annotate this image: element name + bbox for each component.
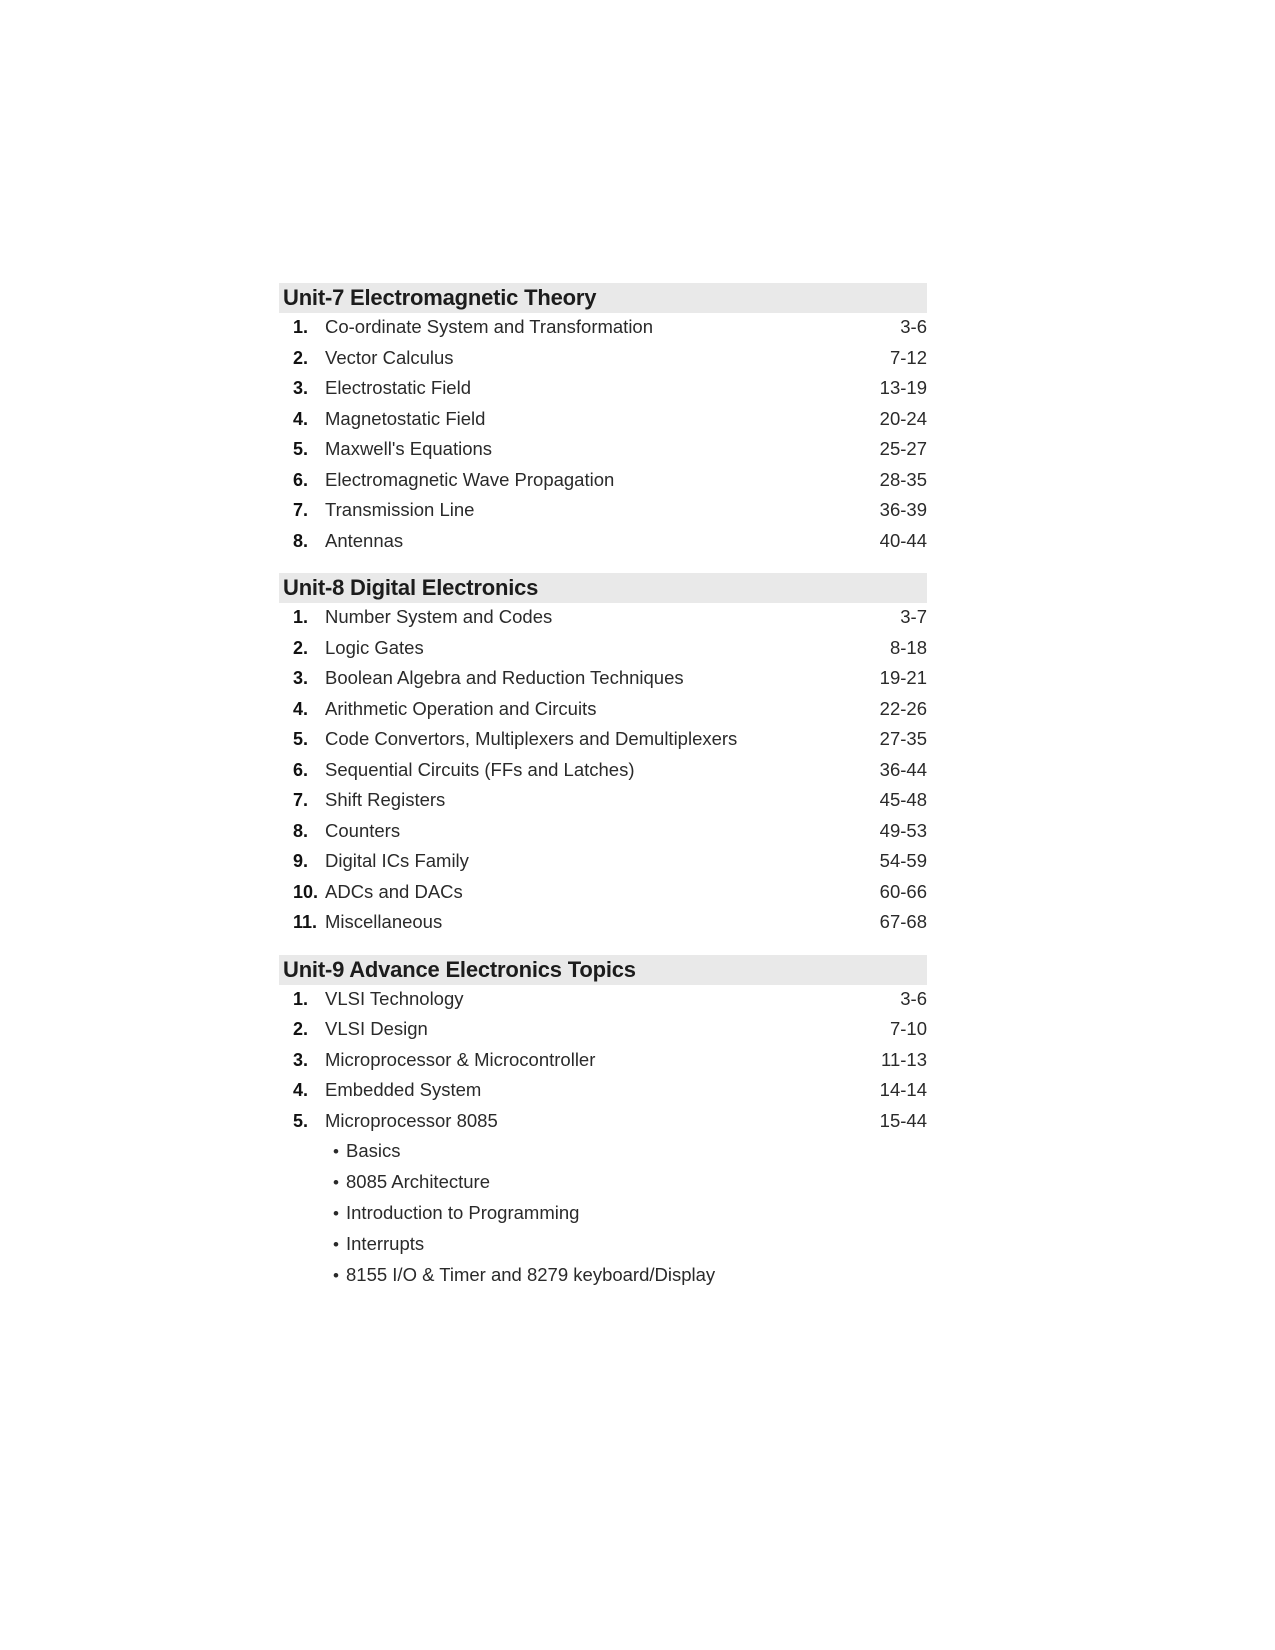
toc-entry[interactable] — [279, 789, 927, 820]
toc-subitem — [279, 1202, 927, 1233]
toc-entry-pages: 19-21 — [879, 667, 927, 688]
toc-entry-pages: 11-13 — [881, 1048, 927, 1070]
unit-heading: Unit-8 Digital Electronics — [279, 573, 927, 603]
toc-entry-title: Shift Registers — [325, 789, 446, 810]
toc-subitem-label: 8155 I/O & Timer and 8279 keyboard/Display — [346, 1264, 716, 1285]
toc-entry-pages: 45-48 — [879, 789, 927, 810]
toc-entry-number: 2. — [293, 347, 309, 368]
toc-entry[interactable] — [279, 1079, 927, 1110]
toc-entry[interactable] — [279, 499, 927, 530]
toc-entry[interactable] — [279, 438, 927, 469]
toc-entry-title: Embedded System — [325, 1079, 482, 1100]
toc-entry[interactable] — [279, 881, 927, 912]
toc-entry-number: 4. — [293, 1080, 309, 1100]
toc-entry-number: 6. — [293, 469, 309, 490]
toc-entry-number: 1. — [293, 607, 309, 627]
bullet-icon: • — [333, 1173, 339, 1192]
toc-entry-pages: 49-53 — [879, 819, 927, 841]
bullet-icon: • — [333, 1204, 339, 1223]
toc-entry-number: 8. — [293, 530, 309, 551]
toc-entry-number: 4. — [293, 408, 309, 429]
toc-entry-title: Maxwell's Equations — [325, 438, 493, 459]
toc-entry[interactable] — [279, 1018, 927, 1049]
toc-entry-number: 3. — [293, 1049, 309, 1070]
toc-entry-title: Arithmetic Operation and Circuits — [325, 697, 597, 719]
toc-entry-title: Number System and Codes — [325, 606, 553, 627]
bullet-icon: • — [333, 1142, 339, 1161]
toc-entry-number: 3. — [293, 378, 309, 398]
toc-entry[interactable] — [279, 377, 927, 408]
toc-entry[interactable] — [279, 408, 927, 439]
toc-subitem-label: Interrupts — [346, 1233, 425, 1254]
toc-entry[interactable] — [279, 820, 927, 851]
toc-entry-pages: 14-14 — [879, 1079, 927, 1100]
toc-entry-title: Magnetostatic Field — [325, 407, 486, 429]
toc-entry[interactable] — [279, 606, 927, 637]
toc-entry-pages: 36-39 — [879, 499, 927, 520]
toc-entry-title: Sequential Circuits (FFs and Latches) — [325, 758, 635, 780]
toc-entry-number: 5. — [293, 729, 309, 749]
toc-entry-title: Logic Gates — [325, 636, 424, 658]
toc-subitem — [279, 1140, 927, 1171]
toc-entry-title: Electromagnetic Wave Propagation — [325, 468, 615, 490]
toc-entry-pages: 54-59 — [879, 850, 927, 871]
toc-entry[interactable] — [279, 667, 927, 698]
toc-entry-pages: 27-35 — [879, 728, 927, 749]
toc-entry-number: 9. — [293, 851, 309, 871]
toc-entry-pages: 8-18 — [889, 636, 927, 658]
table-of-contents — [279, 283, 927, 1295]
toc-entry-title: VLSI Technology — [325, 987, 464, 1009]
toc-entry-pages: 3-6 — [900, 316, 927, 337]
toc-entry-number: 1. — [293, 317, 309, 337]
unit-entry-list — [279, 313, 927, 560]
toc-entry-number: 2. — [293, 1019, 309, 1039]
toc-entry-title: Microprocessor 8085 — [325, 1109, 498, 1131]
toc-subitem-label: Introduction to Programming — [346, 1202, 580, 1223]
toc-entry[interactable] — [279, 1049, 927, 1080]
toc-entry-number: 7. — [293, 500, 309, 520]
unit-entry-list — [279, 603, 927, 942]
toc-entry-pages: 7-10 — [889, 1018, 927, 1039]
toc-entry[interactable] — [279, 911, 927, 942]
toc-subitem — [279, 1233, 927, 1264]
toc-entry-pages: 13-19 — [879, 377, 927, 398]
toc-entry[interactable] — [279, 988, 927, 1019]
toc-entry[interactable] — [279, 850, 927, 881]
toc-entry-pages: 36-44 — [879, 758, 927, 780]
toc-entry-pages: 67-68 — [879, 911, 927, 932]
toc-entry-pages: 22-26 — [879, 697, 927, 719]
toc-entry-title: Co-ordinate System and Transformation — [325, 316, 654, 337]
toc-entry-title: Digital ICs Family — [325, 850, 469, 871]
toc-entry-title: VLSI Design — [325, 1018, 428, 1039]
toc-entry[interactable] — [279, 759, 927, 790]
toc-entry[interactable] — [279, 728, 927, 759]
toc-entry-pages: 3-6 — [900, 987, 927, 1009]
toc-entry-title: Code Convertors, Multiplexers and Demultiplexers — [325, 728, 738, 749]
toc-entry-pages: 7-12 — [889, 346, 927, 368]
toc-entry-pages: 28-35 — [879, 468, 927, 490]
unit-heading: Unit-7 Electromagnetic Theory — [279, 283, 927, 313]
toc-entry-number: 5. — [293, 1110, 309, 1131]
toc-entry[interactable] — [279, 469, 927, 500]
toc-entry[interactable] — [279, 530, 927, 561]
toc-entry[interactable] — [279, 316, 927, 347]
toc-entry-title: Microprocessor & Microcontroller — [325, 1048, 596, 1070]
toc-entry-title: Boolean Algebra and Reduction Techniques — [325, 667, 684, 688]
toc-entry-pages: 20-24 — [879, 407, 927, 429]
toc-entry-title: Antennas — [325, 529, 404, 551]
toc-entry[interactable] — [279, 637, 927, 668]
toc-subitem — [279, 1171, 927, 1202]
toc-entry-title: Miscellaneous — [325, 911, 443, 932]
toc-entry-title: Transmission Line — [325, 499, 475, 520]
toc-entry[interactable] — [279, 698, 927, 729]
toc-entry-title: Vector Calculus — [325, 346, 454, 368]
toc-entry-number: 7. — [293, 790, 309, 810]
bullet-icon: • — [333, 1235, 339, 1254]
toc-entry-pages: 15-44 — [879, 1109, 927, 1131]
toc-entry-title: Electrostatic Field — [325, 377, 471, 398]
toc-entry-pages: 25-27 — [879, 438, 927, 459]
toc-entry-number: 2. — [293, 637, 309, 658]
toc-entry-pages: 3-7 — [900, 606, 927, 627]
unit-block — [279, 573, 927, 942]
toc-entry-title: Counters — [325, 819, 401, 841]
toc-subitem — [279, 1264, 927, 1295]
toc-entry-number: 11. — [293, 912, 318, 932]
unit-entry-list — [279, 985, 927, 1141]
unit-block — [279, 283, 927, 560]
toc-entry-pages: 40-44 — [879, 529, 927, 551]
toc-subitem-label: Basics — [346, 1140, 401, 1161]
toc-entry-number: 3. — [293, 668, 309, 688]
toc-entry[interactable] — [279, 347, 927, 378]
toc-entry-number: 1. — [293, 988, 309, 1009]
toc-subitem-label: 8085 Architecture — [346, 1171, 490, 1192]
toc-entry-number: 10. — [293, 881, 319, 902]
toc-entry-number: 5. — [293, 439, 309, 459]
unit-block — [279, 955, 927, 1296]
toc-entry[interactable] — [279, 1110, 927, 1141]
toc-entry-number: 6. — [293, 759, 309, 780]
toc-subitem-list — [279, 1140, 927, 1295]
toc-entry-number: 4. — [293, 698, 309, 719]
toc-entry-number: 8. — [293, 820, 309, 841]
toc-entry-pages: 60-66 — [879, 880, 927, 902]
toc-entry-title: ADCs and DACs — [325, 880, 463, 902]
unit-heading: Unit-9 Advance Electronics Topics — [279, 955, 927, 985]
bullet-icon: • — [333, 1266, 339, 1285]
